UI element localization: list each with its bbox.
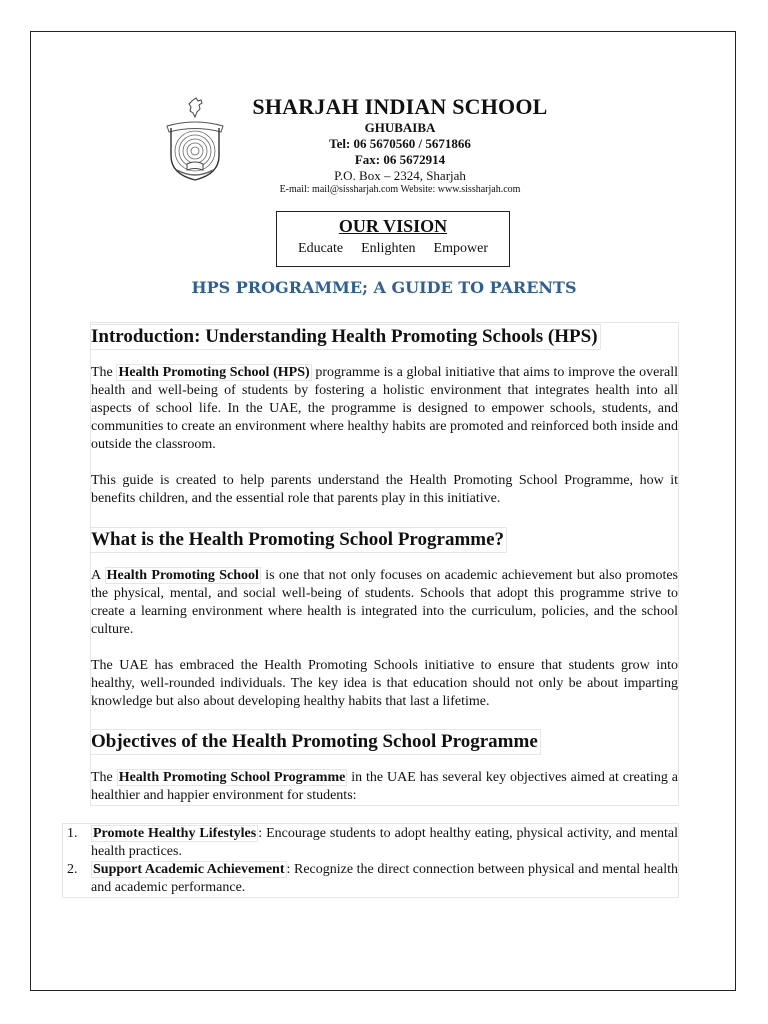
paragraph-intro-1 <box>91 364 678 454</box>
vision-word: Enlighten <box>361 241 416 256</box>
document-title: HPS PROGRAMME; A GUIDE TO PARENTS <box>191 278 577 297</box>
text-run: The <box>91 365 117 380</box>
section-heading-objectives: Objectives of the Health Promoting School Programme <box>91 729 541 755</box>
letterhead <box>150 92 570 202</box>
vision-title: OUR VISION <box>338 216 448 236</box>
list-item-text <box>91 825 678 861</box>
section-heading-what-is: What is the Health Promoting School Programme? <box>91 527 507 553</box>
list-number: 2. <box>67 862 78 877</box>
text-run: The <box>91 770 117 785</box>
paragraph-what-is-1 <box>91 567 678 639</box>
school-contact: E-mail: mail@sissharjah.com Website: www.sissharjah.com <box>279 184 521 195</box>
bold-term: Health Promoting School (HPS) <box>118 365 310 380</box>
section-heading-introduction: Introduction: Understanding Health Promoting Schools (HPS) <box>91 324 601 350</box>
text-run: A <box>91 568 105 583</box>
text-run: in the UAE has several key objectives aimed at creating a healthier and happier environment for students: <box>91 770 679 803</box>
text-run: programme is a global initiative that aims to improve the overall health and well-being of students by fostering a holistic environment that integrates health into all aspects of school life. In the UAE, the programme is designed to empower schools, students, and communities to create an environment where healthy habits are promoted and reinforced both inside and outside the classroom. <box>91 365 678 452</box>
school-info <box>245 92 555 195</box>
school-branch: GHUBAIBA <box>364 120 436 135</box>
bold-term: Support Academic Achievement <box>93 862 285 877</box>
school-fax: Fax: 06 5672914 <box>354 152 446 167</box>
paragraph-objectives-intro <box>91 769 678 805</box>
list-number: 1. <box>67 826 78 841</box>
paragraph-intro-2: This guide is created to help parents understand the Health Promoting School Programme, how it benefits children, and the essential role that parents play in this initiative. <box>91 473 678 506</box>
bold-term: Health Promoting School <box>106 568 259 583</box>
vision-box <box>276 211 510 267</box>
school-name: SHARJAH INDIAN SCHOOL <box>252 94 548 119</box>
text-run: is one that not only focuses on academic achievement but also promotes the physical, mental, and social well-being of students. Schools that adopt this programme strive to create a learning environment where health is integrated into the curriculum, policies, and the school culture. <box>91 568 678 637</box>
objectives-list <box>62 823 679 898</box>
vision-word: Empower <box>433 241 488 256</box>
bold-term: Promote Healthy Lifestyles <box>93 826 257 841</box>
text-run: : Encourage students to adopt healthy eating, physical activity, and mental health practices. <box>91 826 678 859</box>
vision-word: Educate <box>298 241 344 256</box>
school-po-box: P.O. Box – 2324, Sharjah <box>334 168 466 183</box>
school-crest-icon <box>163 96 227 182</box>
school-tel: Tel: 06 5670560 / 5671866 <box>329 136 471 151</box>
bold-term: Health Promoting School Programme <box>118 770 346 785</box>
list-item-text <box>91 861 678 897</box>
text-run: : Recognize the direct connection between physical and mental health and academic performance. <box>91 862 678 895</box>
paragraph-what-is-2: The UAE has embraced the Health Promoting Schools initiative to ensure that students grow into healthy, well-rounded individuals. The key idea is that education should not only be about imparting knowledge but also about developing healthy habits that last a lifetime. <box>91 658 678 709</box>
vision-words <box>277 241 509 257</box>
content-section <box>90 322 679 806</box>
